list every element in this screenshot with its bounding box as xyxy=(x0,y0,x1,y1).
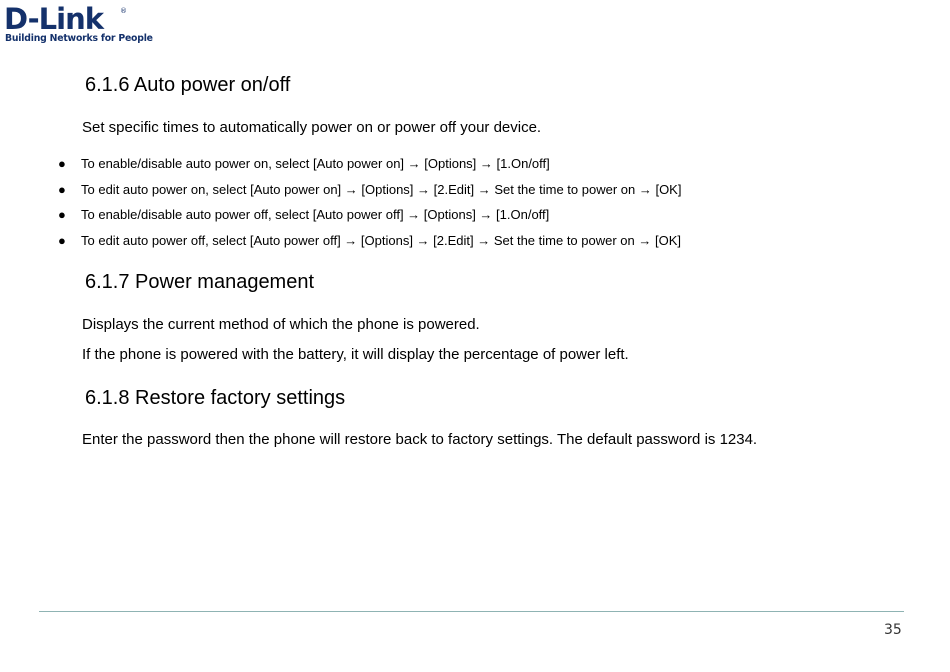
power-management-line-1: Displays the current method of which the phone is powered. xyxy=(82,316,480,333)
heading-auto-power: 6.1.6 Auto power on/off xyxy=(85,74,291,96)
power-management-line-2: If the phone is powered with the battery, it will display the percentage of power left. xyxy=(82,346,629,363)
bullet-text: To enable/disable auto power off, select [Auto power off] → [Options] → [1.On/off] xyxy=(81,207,550,222)
dlink-logo xyxy=(4,2,153,45)
heading-power-management: 6.1.7 Power management xyxy=(85,271,315,293)
logo-registered-mark: ® xyxy=(120,7,127,15)
bullet-text: To enable/disable auto power on, select [Auto power on] → [Options] → [1.On/off] xyxy=(81,156,550,171)
logo-tagline: Building Networks for People xyxy=(5,33,153,44)
auto-power-intro: Set specific times to automatically power on or power off your device. xyxy=(82,119,542,136)
bullet-text: To edit auto power on, select [Auto power on] → [Options] → [2.Edit] → Set the time to power on → [OK] xyxy=(81,182,682,197)
bullet-icon: ● xyxy=(58,156,66,171)
footer-divider xyxy=(39,611,904,612)
restore-factory-line: Enter the password then the phone will restore back to factory settings. The default password is 1234. xyxy=(82,431,758,448)
logo-wordmark: D-Link xyxy=(4,2,103,36)
bullet-icon: ● xyxy=(58,207,66,222)
bullet-icon: ● xyxy=(58,182,66,197)
heading-restore-factory: 6.1.8 Restore factory settings xyxy=(85,387,346,409)
bullet-text: To edit auto power off, select [Auto power off] → [Options] → [2.Edit] → Set the time to power on → [OK] xyxy=(81,233,681,248)
bullet-icon: ● xyxy=(58,233,66,248)
page-number: 35 xyxy=(884,622,902,638)
